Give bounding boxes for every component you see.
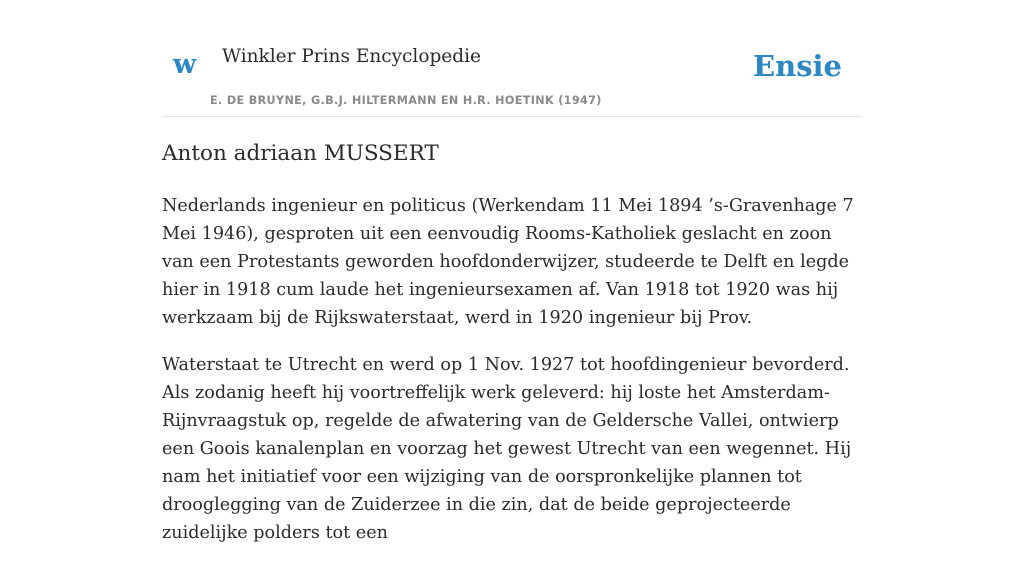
article-body	[162, 192, 862, 566]
source-title-link[interactable]: Winkler Prins Encyclopedie	[222, 46, 481, 67]
ensie-logo-link[interactable]: Ensie	[753, 49, 842, 83]
article-paragraph: Waterstaat te Utrecht en werd op 1 Nov. 1927 tot hoofdingenieur bevorderd. Als zodanig heeft hij voortreffelijk werk geleverd: hij loste het Amsterdam-Rijnvraagstuk op, regelde de afwatering van de Geldersche Vallei, ontwierp een Goois kanalenplan en voorzag het gewest Utrecht van een wegennet. Hij nam het initiatief voor een wijziging van de oorspronkelijke plannen tot drooglegging van de Zuiderzee in die zin, dat de beide geprojecteerde zuidelijke polders tot een	[162, 355, 852, 543]
article-paragraph: Nederlands ingenieur en politicus (Werkendam 11 Mei 1894 ’s-Gravenhage 7 Mei 1946), gesproten uit een eenvoudig Rooms-Katholiek geslacht en zoon van een Protestants geworden hoofdonderwijzer, studeerde te Delft en legde hier in 1918 cum laude het ingenieursexamen af. Van 1918 tot 1920 was hij werkzaam bij de Rijkswaterstaat, werd in 1920 ingenieur bij Prov.	[162, 196, 854, 328]
source-header	[162, 0, 862, 117]
content-container	[162, 0, 862, 543]
article-title: Anton adriaan MUSSERT	[162, 141, 439, 166]
winkler-prins-logo-icon[interactable]: w	[173, 49, 197, 80]
source-authors: E. DE BRUYNE, G.B.J. HILTERMANN EN H.R. HOETINK (1947)	[210, 94, 602, 107]
